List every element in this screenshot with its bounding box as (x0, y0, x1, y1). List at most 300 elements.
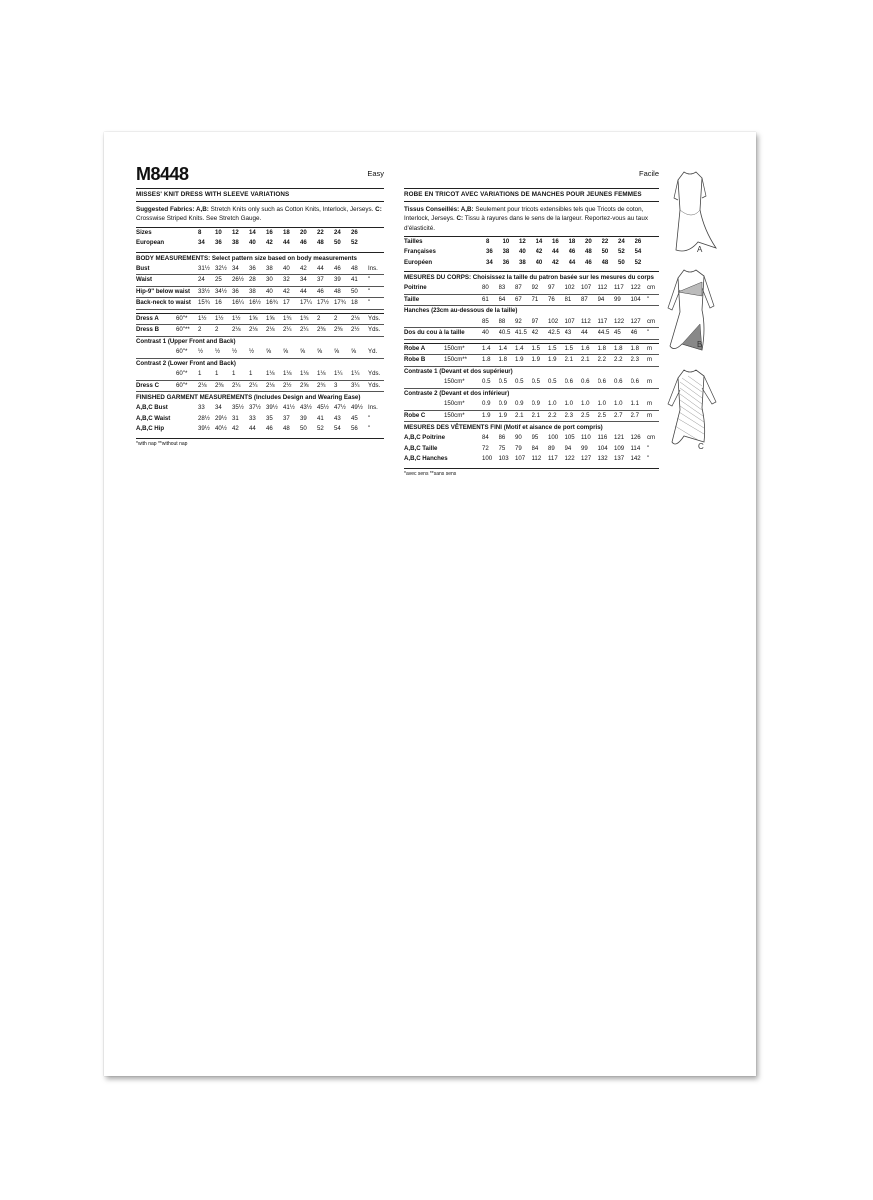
fabric-width (476, 237, 486, 248)
table-cell: 42 (232, 425, 239, 433)
table-cell: 1.5 (548, 344, 565, 355)
english-column (136, 164, 384, 447)
table-cell: 79 (515, 444, 522, 452)
table-cell: 85 (482, 317, 499, 328)
table-cell: 40 (519, 248, 526, 256)
table-cell: 34 (486, 258, 493, 266)
table-cell: 127 (631, 317, 648, 328)
table-cell: 1⅛ (283, 369, 300, 380)
table-cell: 54 (334, 425, 341, 433)
row-label: Robe C (404, 410, 444, 422)
table-cell: 28½ (198, 414, 210, 422)
body-measurements-table-fr (404, 283, 659, 340)
fabrics-label-c: C: (375, 206, 382, 214)
row-label: A,B,C Bust (136, 404, 168, 412)
unit-cell: " (647, 444, 650, 452)
table-cell: 2.3 (565, 410, 582, 422)
row-label: Poitrine (404, 283, 482, 294)
table-cell: 100 (548, 434, 559, 442)
unit-cell: cm (647, 283, 659, 294)
table-cell: 0.6 (598, 377, 615, 388)
table-cell: 22 (601, 237, 609, 245)
table-cell: 103 (498, 455, 509, 463)
table-cell: 56 (351, 425, 358, 433)
table-cell: 1⅝ (249, 314, 266, 325)
table-cell: ⅝ (317, 347, 334, 358)
unit-cell: " (368, 275, 384, 287)
unit-cell: m (647, 344, 659, 355)
table-cell: 86 (498, 434, 506, 442)
table-cell: 29½ (215, 414, 227, 422)
sizes-table-fr (404, 237, 659, 269)
table-cell: 88 (499, 317, 516, 328)
unit-cell: Yds. (368, 325, 384, 337)
table-cell: 47½ (334, 404, 346, 412)
table-cell: 20 (300, 228, 307, 236)
table-cell: 10 (215, 228, 222, 236)
finished-row-fr (404, 433, 659, 444)
table-cell: 46 (585, 258, 592, 266)
table-cell: 48 (351, 264, 368, 275)
section-row (404, 366, 659, 377)
table-cell: 0.5 (532, 377, 549, 388)
table-cell: 2⅛ (249, 325, 266, 337)
table-cell: 107 (581, 283, 598, 294)
dress-a-icon (662, 170, 722, 266)
fabric-width: 60"* (176, 369, 198, 380)
finished-heading: FINISHED GARMENT MEASUREMENTS (Includes Design and Wearing Ease) (136, 394, 361, 402)
fabric-width (188, 238, 198, 249)
table-cell: 16½ (249, 298, 266, 310)
table-cell: 50 (300, 425, 307, 433)
header (136, 164, 384, 188)
table-cell: 14 (535, 237, 543, 245)
body-measurements-heading-fr: MESURES DU CORPS: Choisissez la taille du patron basée sur les mesures du corps (404, 274, 654, 282)
table-cell: 142 (630, 455, 641, 463)
table-cell: ⅝ (334, 347, 351, 358)
table-cell: 1½ (215, 314, 232, 325)
table-cell: 38 (502, 248, 510, 256)
table-cell: 99 (581, 444, 588, 452)
table-cell: 1.8 (499, 355, 516, 367)
table-cell: 2⅝ (300, 380, 317, 392)
table-cell: 2 (215, 325, 232, 337)
table-cell: 2¼ (300, 325, 317, 337)
table-cell: 0.5 (515, 377, 532, 388)
table-cell: 34 (215, 404, 222, 412)
body-row (136, 264, 384, 275)
row-label: Waist (136, 275, 198, 287)
table-cell: 127 (581, 455, 592, 463)
table-cell: 2.5 (581, 410, 598, 422)
table-cell: 17¼ (300, 298, 317, 310)
table-cell: 71 (532, 294, 549, 306)
table-cell: 107 (565, 317, 582, 328)
unit-cell: " (368, 286, 384, 298)
table-cell: 2.2 (614, 355, 631, 367)
view-c-sketch (662, 368, 722, 464)
table-cell: 52 (317, 425, 324, 433)
table-cell: 1.0 (565, 399, 582, 410)
table-cell: 42 (283, 286, 300, 298)
table-cell: 2 (317, 314, 334, 325)
table-cell: 104 (631, 294, 648, 306)
table-cell: 18 (283, 228, 290, 236)
table-cell: 0.5 (482, 377, 499, 388)
table-cell: 2⅛ (232, 325, 249, 337)
finished-row (136, 403, 384, 414)
sizes-row-fr (404, 237, 659, 248)
table-cell: 42 (535, 248, 543, 256)
unit-cell: " (368, 414, 371, 422)
fabric-width: 150cm* (444, 344, 482, 355)
table-cell: 28 (249, 275, 266, 287)
table-cell: 112 (581, 317, 598, 328)
table-cell: 122 (614, 317, 631, 328)
table-cell: 2.3 (631, 355, 648, 367)
row-label: Robe B (404, 355, 444, 367)
view-c-label: C (698, 442, 704, 451)
dress-b-icon (662, 268, 722, 368)
table-cell: 45½ (317, 404, 329, 412)
table-cell: 36 (502, 258, 510, 266)
unit-cell: m (647, 355, 659, 367)
view-b-sketch (662, 268, 722, 368)
table-cell: 2¼ (249, 380, 266, 392)
difficulty-level: Easy (367, 169, 384, 178)
table-cell: 112 (598, 283, 615, 294)
table-cell: 92 (532, 283, 549, 294)
table-cell: 17½ (317, 298, 334, 310)
table-cell: 2.5 (598, 410, 615, 422)
robe-a-row (404, 344, 659, 355)
fabrics-text-c: Crosswise Striped Knits. See Stretch Gauge. (136, 215, 262, 223)
unit-cell: cm (647, 434, 656, 442)
dress-b-row (136, 325, 384, 337)
row-label: Sizes (136, 228, 152, 236)
table-cell: 1⅛ (266, 369, 283, 380)
table-cell: 45 (614, 328, 631, 340)
contraste-1-row (404, 377, 659, 388)
back-row-fr (404, 328, 659, 340)
table-cell: 2¼ (283, 325, 300, 337)
table-cell: 52 (618, 248, 625, 256)
table-cell: 1 (232, 369, 249, 380)
unit-cell: Yd. (368, 347, 384, 358)
table-cell: 90 (515, 434, 522, 442)
table-cell: 41.5 (515, 328, 532, 340)
table-cell: 2⅜ (334, 325, 351, 337)
table-cell: 94 (564, 444, 572, 452)
body-row (136, 286, 384, 298)
row-label (404, 317, 482, 328)
table-cell: 84 (482, 434, 489, 442)
table-cell: 16 (552, 237, 559, 245)
unit-cell: Yds. (368, 369, 384, 380)
table-cell: 50 (618, 258, 625, 266)
section-heading: Contrast 1 (Upper Front and Back) (136, 337, 236, 345)
yardage-table (136, 314, 384, 393)
table-cell: 37½ (249, 404, 261, 412)
dress-c-icon (662, 368, 722, 464)
table-cell: 40 (283, 264, 300, 275)
table-cell: 112 (531, 455, 542, 463)
row-label (404, 377, 444, 388)
table-cell: 0.6 (581, 377, 598, 388)
nap-note: *with nap **without nap (136, 440, 188, 447)
table-cell: 45 (351, 414, 358, 422)
table-cell: 0.9 (499, 399, 516, 410)
table-cell: 50 (334, 239, 341, 247)
table-cell: 35½ (232, 404, 244, 412)
table-cell: 2.7 (614, 410, 631, 422)
table-cell: 1.1 (631, 399, 648, 410)
table-cell: 8 (198, 228, 202, 236)
hip-row-fr (404, 317, 659, 328)
table-cell: 2⅜ (317, 325, 334, 337)
table-cell: 3 (334, 380, 351, 392)
table-cell: 1¾ (300, 314, 317, 325)
french-column (404, 168, 659, 477)
table-cell: 2⅛ (198, 380, 215, 392)
table-cell: 122 (564, 455, 575, 463)
row-label: A,B,C Hip (136, 425, 165, 433)
table-cell: 18 (568, 237, 576, 245)
table-cell: 83 (499, 283, 516, 294)
table-cell: 97 (548, 283, 565, 294)
table-cell: 0.5 (499, 377, 516, 388)
table-cell: 43½ (300, 404, 312, 412)
table-cell: 2.1 (515, 410, 532, 422)
table-cell: ⅝ (300, 347, 317, 358)
fabrics-label: Suggested Fabrics: A,B: (136, 206, 209, 214)
difficulty-level-fr: Facile (638, 169, 659, 178)
table-cell: 42 (552, 258, 559, 266)
table-cell: 126 (630, 434, 641, 442)
fabrics-text-fr: Seulement pour tricots extensibles tels que Tricots de coton, Interlock, Jerseys. (404, 206, 644, 223)
table-cell: 44 (581, 328, 598, 340)
table-cell: 102 (548, 317, 565, 328)
table-cell: 38 (232, 239, 239, 247)
table-cell: 44 (552, 248, 559, 256)
fabric-width: 60"* (176, 380, 198, 392)
table-cell: 67 (515, 294, 532, 306)
table-cell: 1.0 (614, 399, 631, 410)
table-cell: 46 (300, 239, 307, 247)
fabric-width: 150cm* (444, 410, 482, 422)
table-cell: 99 (614, 294, 631, 306)
table-cell: 64 (499, 294, 516, 306)
unit-cell: " (647, 328, 659, 340)
table-cell: 0.5 (548, 377, 565, 388)
table-cell: 15¾ (198, 298, 215, 310)
table-cell: 44 (300, 286, 317, 298)
row-label (136, 369, 176, 380)
table-cell: 1.9 (548, 355, 565, 367)
table-cell: 1½ (198, 314, 215, 325)
section-heading: Hanches (23cm au-dessous de la taille) (404, 307, 518, 315)
table-cell: 1.9 (482, 410, 499, 422)
fabrics-label-fr: Tissus Conseillés: A,B: (404, 206, 474, 214)
unit-cell (651, 237, 659, 248)
fabric-width: 60"** (176, 325, 198, 337)
table-cell: 75 (498, 444, 506, 452)
table-cell: 1 (198, 369, 215, 380)
table-cell: 36 (232, 286, 249, 298)
fabric-width: 150cm* (444, 377, 482, 388)
table-cell: 54 (634, 248, 642, 256)
table-cell: 43 (565, 328, 582, 340)
table-cell: 46 (631, 328, 648, 340)
row-label: Dos du cou à la taille (404, 328, 482, 340)
table-cell: 1.0 (548, 399, 565, 410)
table-cell: 30 (266, 275, 283, 287)
body-row-fr (404, 294, 659, 306)
table-cell: ⅝ (266, 347, 283, 358)
suggested-fabrics (136, 201, 384, 223)
table-cell: 0.9 (532, 399, 549, 410)
pattern-number: M8448 (136, 164, 189, 184)
table-cell: 43 (334, 414, 341, 422)
row-label: Robe A (404, 344, 444, 355)
table-cell: 2.1 (581, 355, 598, 367)
section-row (404, 306, 659, 317)
table-cell: 1.8 (482, 355, 499, 367)
table-cell: 34 (198, 239, 205, 247)
finished-measurements-table-fr (404, 433, 659, 465)
section-heading: Contraste 1 (Devant et dos supérieur) (404, 367, 513, 375)
table-cell: 42 (266, 239, 273, 247)
table-cell: 36 (486, 248, 493, 256)
table-cell: 46 (568, 248, 576, 256)
table-cell: 40.5 (499, 328, 516, 340)
table-cell: 1.4 (499, 344, 516, 355)
row-label: A,B,C Waist (136, 414, 171, 422)
table-cell: 8 (486, 237, 490, 245)
table-cell: 42.5 (548, 328, 565, 340)
table-cell: 32 (283, 275, 300, 287)
table-cell: 17¾ (334, 298, 351, 310)
table-cell: 26 (634, 237, 642, 245)
unit-cell: " (368, 425, 371, 433)
table-cell: 34½ (215, 286, 232, 298)
table-cell: 37 (283, 414, 290, 422)
table-cell: 110 (581, 434, 591, 442)
unit-cell: " (647, 455, 650, 463)
pattern-title-fr: ROBE EN TRICOT AVEC VARIATIONS DE MANCHES POUR JEUNES FEMMES (404, 188, 659, 198)
table-cell: 84 (531, 444, 539, 452)
table-cell: 1.5 (565, 344, 582, 355)
body-measurements-heading: BODY MEASUREMENTS: Select pattern size based on body measurements (136, 254, 357, 262)
body-measurements-table (136, 264, 384, 310)
section-heading: Contraste 2 (Devant et dos inférieur) (404, 389, 510, 397)
table-cell: 1.4 (515, 344, 532, 355)
table-cell: 38 (519, 258, 526, 266)
table-cell: 2½ (351, 325, 368, 337)
table-cell: 1¼ (334, 369, 351, 380)
table-cell: 0.9 (482, 399, 499, 410)
table-cell: 25 (215, 275, 232, 287)
row-label: Back-neck to waist (136, 298, 198, 310)
table-cell: 2½ (283, 380, 300, 392)
table-cell: 87 (515, 283, 532, 294)
row-label: Françaises (404, 248, 436, 256)
table-cell: 41½ (283, 404, 295, 412)
row-label: A,B,C Taille (404, 444, 438, 452)
table-cell: 1.5 (532, 344, 549, 355)
fabric-width (476, 258, 486, 269)
row-label: A,B,C Poitrine (404, 434, 445, 442)
table-cell: 40½ (215, 425, 227, 433)
table-cell: 46 (266, 425, 273, 433)
table-cell: 39½ (198, 425, 210, 433)
table-cell: 94 (598, 294, 615, 306)
robe-b-row (404, 355, 659, 367)
pattern-envelope-back (104, 132, 756, 1076)
unit-cell (651, 247, 659, 258)
table-cell: 107 (515, 455, 526, 463)
table-cell: 2.2 (548, 410, 565, 422)
unit-cell: Yds. (368, 314, 384, 325)
table-cell: 40 (482, 328, 499, 340)
finished-row-fr (404, 444, 659, 455)
table-cell: 2⅛ (351, 314, 368, 325)
table-cell: 22 (317, 228, 324, 236)
finished-measurements-table (136, 403, 384, 435)
table-cell: 16¼ (232, 298, 249, 310)
table-cell: 2⅛ (266, 380, 283, 392)
table-cell: 49½ (351, 404, 363, 412)
table-cell: 48 (334, 286, 351, 298)
table-cell: 2.2 (598, 355, 615, 367)
table-cell: 1.8 (614, 344, 631, 355)
table-cell: 41 (317, 414, 324, 422)
table-cell: 34 (300, 275, 317, 287)
sizes-table (136, 228, 384, 249)
unit-cell (368, 228, 384, 239)
table-cell: ⅝ (283, 347, 300, 358)
table-cell: 89 (548, 444, 555, 452)
table-cell: 32½ (215, 264, 232, 275)
body-row (136, 298, 384, 310)
dress-a-row (136, 314, 384, 325)
table-cell: 121 (614, 434, 625, 442)
row-label: Bust (136, 264, 198, 275)
table-cell: 1.8 (631, 344, 648, 355)
table-cell: 44 (283, 239, 290, 247)
table-cell: 48 (283, 425, 290, 433)
view-a-sketch (662, 170, 722, 266)
table-cell: 46 (334, 264, 351, 275)
table-cell: ½ (198, 347, 215, 358)
table-cell: 33 (249, 414, 256, 422)
table-cell: 137 (614, 455, 625, 463)
table-cell: 100 (482, 455, 493, 463)
table-cell: 48 (601, 258, 609, 266)
table-cell: 2 (198, 325, 215, 337)
unit-cell: Ins. (368, 404, 378, 412)
finished-row (136, 414, 384, 425)
section-heading: Contrast 2 (Lower Front and Back) (136, 359, 236, 367)
row-label: Tailles (404, 237, 423, 245)
table-cell: 3¼ (351, 380, 368, 392)
table-cell: 1¾ (283, 314, 300, 325)
unit-cell: m (647, 410, 659, 422)
table-cell: 37 (317, 275, 334, 287)
table-cell: 80 (482, 283, 499, 294)
table-cell: 50 (351, 286, 368, 298)
table-cell: 39½ (266, 404, 278, 412)
